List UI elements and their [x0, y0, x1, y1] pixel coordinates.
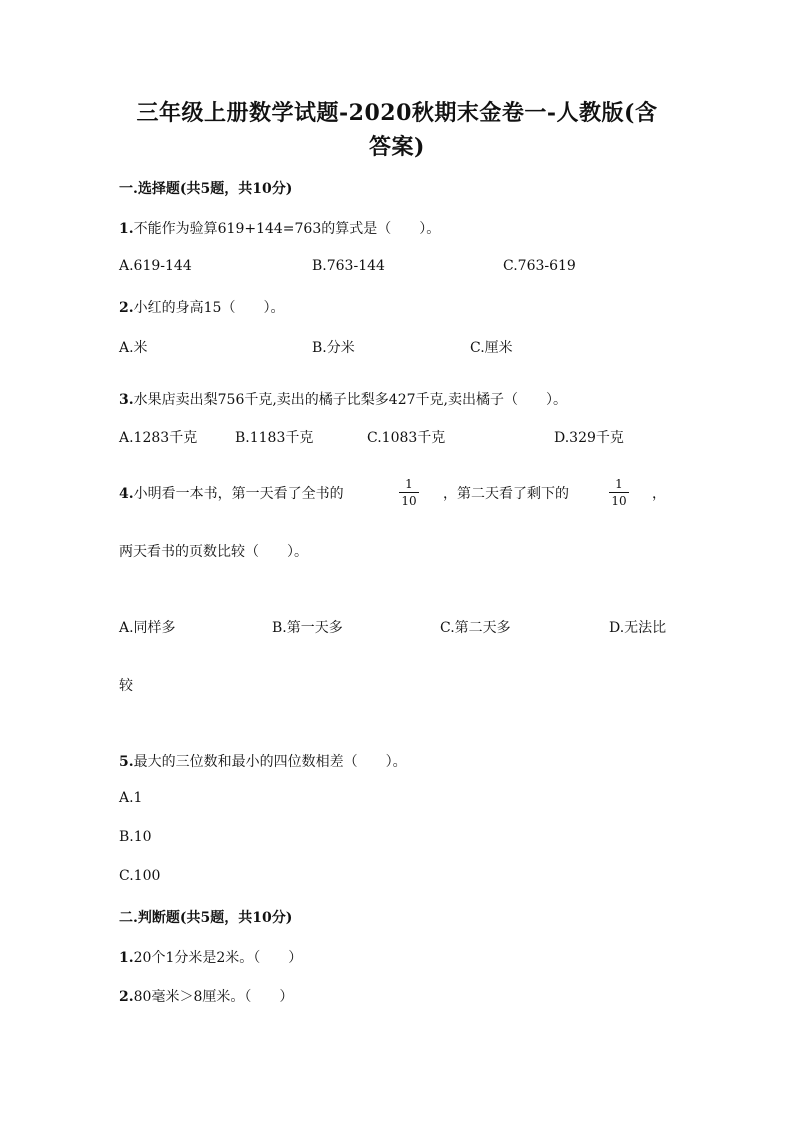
q2-option-b: B.分米 [312, 340, 355, 356]
question-2 [119, 297, 284, 317]
question-text: 20个1分米是2米。（ ） [133, 950, 303, 966]
section-heading-choice: 一.选择题(共5题，共10分) [119, 181, 293, 197]
judgment-question-2 [119, 986, 293, 1006]
section-heading-judgment: 二.判断题(共5题，共10分) [119, 910, 293, 926]
q2-option-a: A.米 [119, 340, 148, 356]
question-number: 2. [119, 300, 134, 316]
q4-option-b: B.第一天多 [272, 620, 343, 636]
q4-option-a: A.同样多 [119, 620, 176, 636]
question-number: 1. [119, 221, 134, 237]
fraction-numerator: 1 [615, 477, 623, 491]
question-text: 80毫米＞8厘米。（ ） [133, 989, 294, 1005]
q4-option-d: D.无法比 [609, 620, 667, 636]
q5-option-b: B.10 [119, 829, 152, 845]
question-3 [119, 389, 567, 409]
question-number: 5. [119, 754, 134, 770]
question-number: 3. [119, 392, 134, 408]
fraction-numerator: 1 [405, 477, 413, 491]
q4-option-d-wrap: 较 [119, 678, 133, 694]
document-title-line1: 三年级上册数学试题-2020秋期末金卷一-人教版(含 [136, 100, 658, 126]
fraction-one-tenth [397, 477, 421, 508]
question-4-part2: ，第二天看了剩下的 [443, 486, 569, 502]
fraction-denominator: 10 [611, 494, 627, 508]
question-text: 最大的三位数和最小的四位数相差（ ）。 [133, 754, 407, 770]
question-5 [119, 751, 407, 771]
question-number: 1. [119, 950, 134, 966]
q2-option-c: C.厘米 [470, 340, 513, 356]
q3-option-a: A.1283千克 [119, 430, 198, 446]
question-1 [119, 218, 440, 238]
question-4-line2: 两天看书的页数比较（ ）。 [119, 544, 308, 560]
question-4-part3: ， [652, 486, 666, 502]
fraction-one-tenth [607, 477, 631, 508]
question-text: 小红的身高15（ ）。 [133, 300, 285, 316]
q3-option-d: D.329千克 [554, 430, 624, 446]
q5-option-c: C.100 [119, 868, 161, 884]
question-text: 不能作为验算619+144=763的算式是（ ）。 [133, 221, 441, 237]
question-number: 4. [119, 486, 134, 502]
q5-option-a: A.1 [119, 790, 143, 806]
fraction-denominator: 10 [401, 494, 417, 508]
q3-option-b: B.1183千克 [235, 430, 314, 446]
q1-option-a: A.619-144 [119, 258, 192, 274]
question-number: 2. [119, 989, 134, 1005]
q1-option-c: C.763-619 [503, 258, 576, 274]
question-text: 水果店卖出梨756千克,卖出的橘子比梨多427千克,卖出橘子（ ）。 [133, 392, 567, 408]
question-text: 小明看一本书，第一天看了全书的 [133, 486, 344, 502]
fraction-bar [609, 492, 629, 493]
q1-option-b: B.763-144 [312, 258, 385, 274]
judgment-question-1 [119, 947, 302, 967]
question-4-part1 [119, 483, 344, 503]
fraction-bar [399, 492, 419, 493]
document-title-line2: 答案) [369, 134, 425, 160]
q3-option-c: C.1083千克 [367, 430, 446, 446]
q4-option-c: C.第二天多 [440, 620, 511, 636]
